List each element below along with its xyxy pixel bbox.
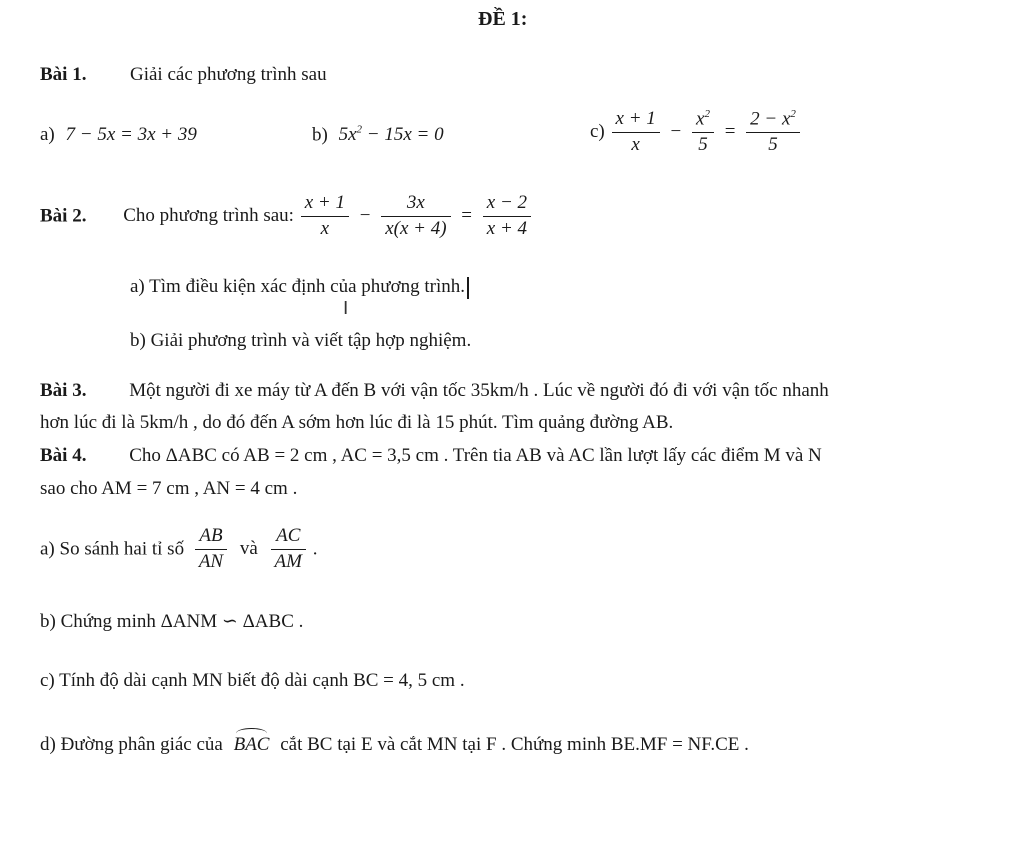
bai1-label: Bài 1. [40,64,87,85]
angle-bac: BAC [234,728,270,756]
bai4-part-a: a) So sánh hai tỉ số $\frac{AB}{AN}$ và $\frac{AC}{AM}$ . [40,525,318,572]
bai4-part-b: b) Chứng minh ΔANM ∽ ΔABC . [40,611,304,632]
bai3-text-1: Một người đi xe máy từ A đến B với vận tốc 35km/h . Lúc về người đó đi với vận tốc nhanh [129,380,829,401]
bai3-line2: hơn lúc đi là 5km/h , do đó đến A sớm hơn lúc đi là 15 phút. Tìm quảng đường AB. [40,412,674,433]
page-title: ĐỀ 1: [478,8,528,30]
bai1-c-frac1: $\frac{x + 1}{x}$ [612,109,660,156]
bai1-b-label: b) [312,124,328,146]
bai2-equals: = [461,205,473,227]
bai4-frac-ab-an: $\frac{AB}{AN}$ [195,526,227,573]
bai1-c-label: c) [590,121,605,143]
bai1-text: Giải các phương trình sau [130,64,327,85]
bai4-part-d: d) Đường phân giác của BAC cắt BC tại E và cắt MN tại F . Chứng minh BE.MF = NF.CE . [40,728,749,756]
ibeam-cursor-icon: I [343,298,349,319]
bai2-text: Cho phương trình sau: [123,205,294,227]
bai1-a-label: a) [40,124,55,145]
bai1-c-frac2: $\frac{x^2}{5}$ [692,108,714,156]
bai3-line1 [40,380,829,402]
bai2-part-b: b) Giải phương trình và viết tập hợp nghiệm. [130,330,472,351]
bai3-label: Bài 3. [40,380,87,401]
bai2-frac2: $\frac{3x}{x(x + 4)}$ [381,193,450,240]
bai2-part-a[interactable]: a) Tìm điều kiện xác định của phương trình. [130,276,469,299]
bai4-frac-ac-am: $\frac{AC}{AM}$ [271,526,306,573]
bai2-label: Bài 2. [40,205,87,227]
bai2-frac3: $\frac{x - 2}{x + 4}$ [483,193,531,240]
bai2-frac1: $\frac{x + 1}{x}$ [301,193,349,240]
bai1-c-frac3: $\frac{2 - x^2}{5}$ [746,108,800,156]
bai4-line2: sao cho AM = 7 cm , AN = 4 cm . [40,478,298,499]
bai1-a-equation: 7 − 5x = 3x + 39 [65,124,197,145]
bai1-c-minus: − [670,121,682,143]
bai2-heading [40,193,533,240]
bai1-b [312,124,444,146]
bai1-c [590,108,802,156]
bai2-minus: − [359,205,371,227]
text-cursor [467,277,469,299]
bai1-a [40,124,197,146]
bai4-part-c: c) Tính độ dài cạnh MN biết độ dài cạnh BC = 4, 5 cm . [40,670,465,691]
bai1-b-equation: $5x^2 - 15x = 0$ [338,124,444,146]
bai4-label: Bài 4. [40,445,87,466]
bai4-line1 [40,445,822,467]
bai1-c-equals: = [724,121,736,143]
bai4-text-1: Cho ΔABC có AB = 2 cm , AC = 3,5 cm . Trên tia AB và AC lần lượt lấy các điểm M và N [129,445,822,466]
